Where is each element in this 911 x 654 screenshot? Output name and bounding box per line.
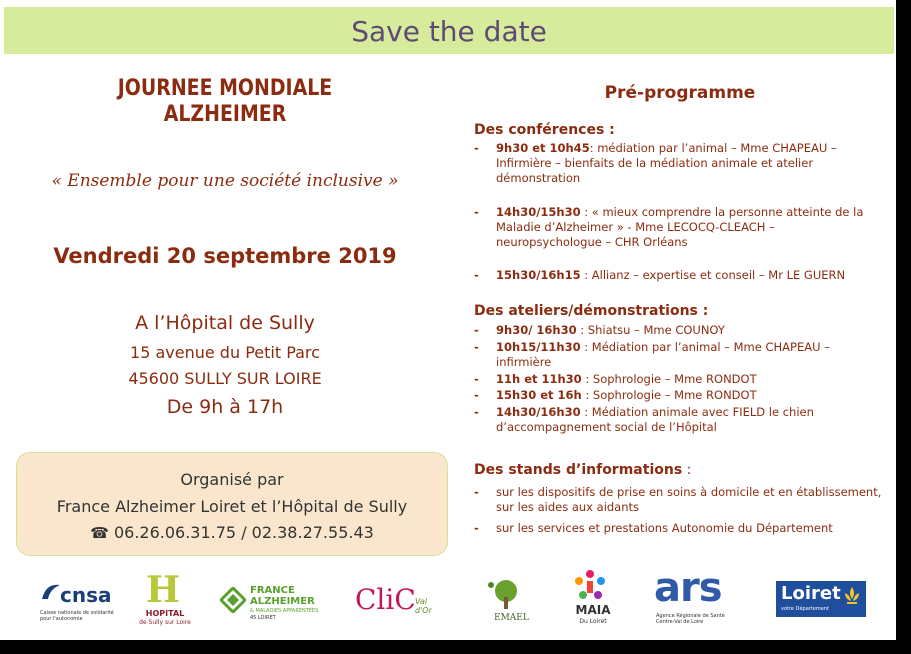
workshop-text: : Sophrologie – Mme RONDOT	[581, 388, 757, 402]
phone-numbers: 06.26.06.31.75 / 02.38.27.55.43	[113, 523, 374, 542]
france-alzheimer-logo: FRANCE ALZHEIMER & MALADIES APPARENTÉES 45 LOIRET	[220, 585, 325, 625]
workshop-time: 9h30/ 16h30	[496, 323, 577, 337]
tree-icon	[486, 579, 526, 611]
emael-logo: EMAEL	[472, 579, 542, 629]
conference-item: - 14h30/15h30 : « mieux comprendre la personne atteinte de la Maladie d’Alzheimer » - Mme LECOCQ-CLEACH – neuropsychologue – CHR Orléans	[474, 205, 864, 249]
workshop-item: - 14h30/16h30 : Médiation animale avec FIELD le chien d’accompagnement social de l’Hôpital	[474, 405, 814, 434]
workshop-text: : Sophrologie – Mme RONDOT	[581, 372, 757, 386]
conference-time: 9h30 et 10h45	[496, 141, 590, 155]
organizer-box	[16, 452, 448, 556]
workshop-time: 14h30/16h30	[496, 405, 581, 419]
maia-logo: MAIA Du Loiret	[563, 569, 623, 631]
ars-logo: ars Agence Régionale de Santé Centre-Val de Loire	[654, 565, 725, 625]
conference-item: - 15h30/16h15 : Allianz – expertise et conseil – Mr LE GUERN	[474, 268, 846, 282]
organizer-label: Organisé par	[180, 470, 284, 489]
cnsa-logo: cnsa Caisse nationale de solidarité pour l'autonomie	[40, 583, 114, 622]
workshop-item: - 15h30 et 16h : Sophrologie – Mme RONDOT	[474, 388, 757, 402]
save-the-date-banner	[4, 7, 894, 54]
stand-item: - sur les dispositifs de prise en soins à domicile et en établissement, sur les aides aux aidants	[474, 485, 884, 515]
event-slogan: « Ensemble pour une société inclusive »	[51, 171, 399, 191]
workshop-time: 10h15/11h30	[496, 340, 581, 354]
partner-logos	[0, 565, 896, 635]
phone-icon: ☎	[90, 524, 109, 542]
workshops-heading: Des ateliers/démonstrations :	[474, 303, 709, 319]
conference-time: 14h30/15h30	[496, 205, 581, 219]
workshop-item: - 10h15/11h30 : Médiation par l’animal – Mme CHAPEAU – infirmière	[474, 340, 830, 369]
workshop-time: 11h et 11h30	[496, 372, 582, 386]
conferences-heading: Des conférences :	[474, 122, 615, 138]
hopital-logo: H HOPITAL de Sully sur Loire	[139, 569, 191, 626]
france-alzheimer-mark-icon	[220, 587, 246, 613]
organizer-phones	[17, 523, 447, 542]
stand-text: sur les services et prestations Autonomie du Département	[496, 521, 833, 535]
event-hours: De 9h à 17h	[166, 396, 284, 418]
workshop-item: - 9h30/ 16h30 : Shiatsu – Mme COUNOY	[474, 323, 725, 337]
cnsa-mark-icon	[40, 581, 62, 603]
loiret-logo: Loiret votre Département	[776, 581, 866, 617]
clic-logo: CliC Val d'Or	[355, 583, 432, 616]
conference-time: 15h30/16h15	[496, 268, 581, 282]
event-title	[83, 76, 367, 128]
workshop-text: : Shiatsu – Mme COUNOY	[576, 323, 725, 337]
conference-item: - 9h30 et 10h45: médiation par l’animal – Mme CHAPEAU – Infirmière – bienfaits de la médiation animale et atelier démonstration	[474, 141, 837, 185]
stand-item: - sur les services et prestations Autonomie du Département	[474, 521, 884, 536]
event-place: A l’Hôpital de Sully	[135, 312, 315, 334]
maia-figures-icon	[573, 569, 607, 601]
event-title-line1: JOURNEE MONDIALE	[117, 76, 333, 101]
stands-heading: Des stands d’informations :	[474, 462, 692, 478]
address-city: 45600 SULLY SUR LOIRE	[128, 369, 322, 388]
workshop-time: 15h30 et 16h	[496, 388, 582, 402]
conference-text: : « mieux comprendre la personne atteinte de la Maladie d’Alzheimer » - Mme LECOCQ-CLEACH – neuropsychologue – CHR Orléans	[496, 205, 864, 249]
fleur-de-lys-icon	[842, 585, 862, 607]
conference-text: : médiation par l’animal – Mme CHAPEAU – Infirmière – bienfaits de la médiation animale et atelier démonstration	[496, 141, 837, 185]
address-street: 15 avenue du Petit Parc	[130, 343, 320, 362]
organizer-names: France Alzheimer Loiret et l’Hôpital de Sully	[56, 497, 408, 516]
workshop-item: - 11h et 11h30 : Sophrologie – Mme RONDOT	[474, 372, 757, 386]
conference-text: : Allianz – expertise et conseil – Mr LE GUERN	[580, 268, 846, 282]
workshop-text: : Médiation animale avec FIELD le chien d’accompagnement social de l’Hôpital	[496, 405, 814, 434]
stand-text: sur les dispositifs de prise en soins à domicile et en établissement, sur les aides aux aidants	[496, 485, 882, 514]
program-title: Pré-programme	[604, 83, 756, 103]
banner-title: Save the date	[351, 15, 547, 48]
event-title-line2: ALZHEIMER	[163, 102, 287, 127]
event-date: Vendredi 20 septembre 2019	[53, 244, 397, 268]
workshop-text: : Médiation par l’animal – Mme CHAPEAU – infirmière	[496, 340, 830, 369]
